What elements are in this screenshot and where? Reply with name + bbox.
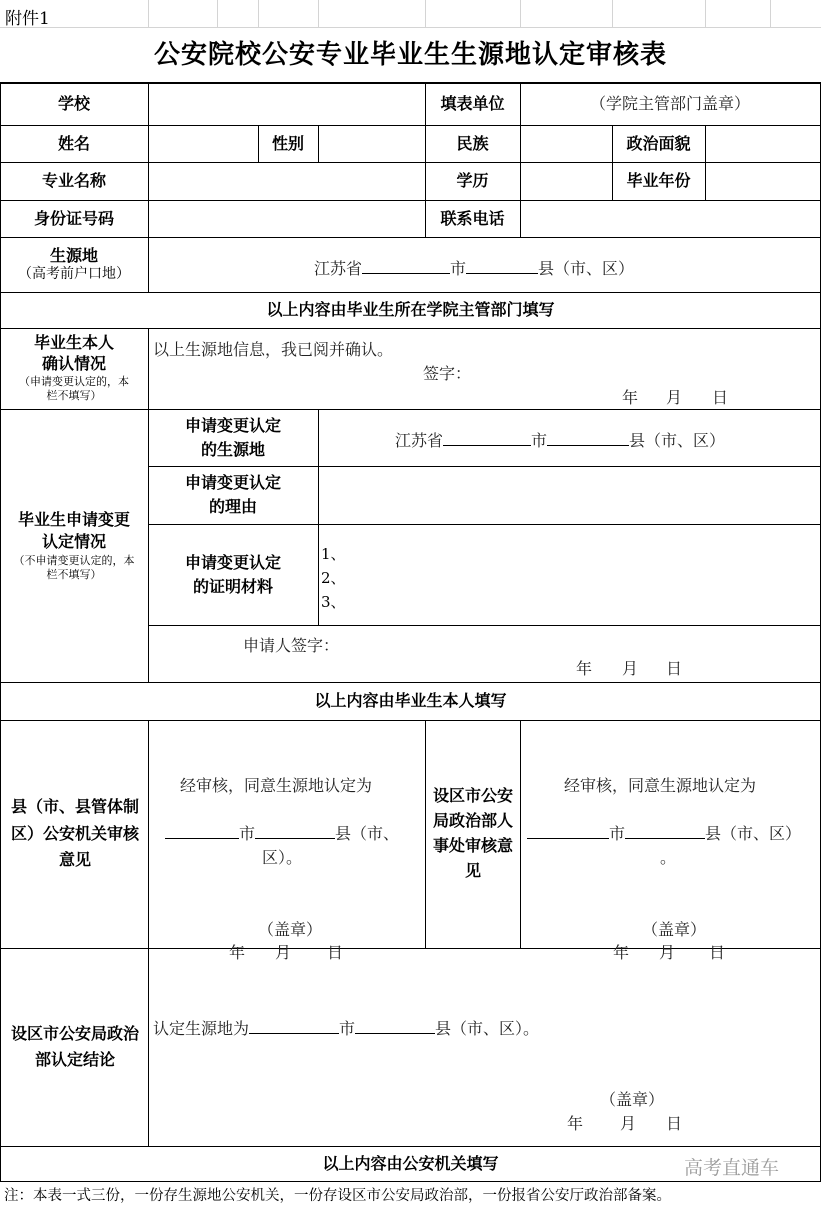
change-origin-label-2: 的生源地 <box>200 439 265 459</box>
county-review-agree: 经审核，同意生源地认定为 <box>180 776 373 795</box>
county-review-label: 县（市、县管体制区）公安机关审核意见 <box>10 797 139 870</box>
city-review-city: 市 <box>609 824 626 843</box>
confirm-day: 日 <box>712 388 729 407</box>
conclusion-text: 认定生源地为 <box>153 1019 250 1038</box>
change-origin-label <box>148 409 318 466</box>
city-review-period: 。 <box>660 848 677 867</box>
county-review-date <box>149 936 424 962</box>
change-proof-label-2: 的证明材料 <box>192 576 273 596</box>
id-number-label: 身份证号码 <box>33 208 114 228</box>
confirm-note: （申请变更认定的，本栏不填写） <box>19 375 129 403</box>
attachment-label: 附件1 <box>5 9 50 29</box>
phone-label: 联系电话 <box>440 208 505 228</box>
county-review-county: 县（市、 <box>335 824 400 843</box>
county-blank[interactable] <box>466 258 538 274</box>
education-value[interactable] <box>520 162 612 200</box>
filling-unit-label: 填表单位 <box>440 93 505 113</box>
county-review-day: 日 <box>327 943 344 962</box>
political-status-value[interactable] <box>705 125 820 162</box>
city-label: 市 <box>450 259 467 278</box>
conclusion-label: 设区市公安局政治部认定结论 <box>10 1023 139 1069</box>
county-review-seal: （盖章） <box>258 920 323 939</box>
county-review-line <box>165 821 399 844</box>
confirm-title-2: 确认情况 <box>41 354 106 374</box>
city-review-city-blank[interactable] <box>527 823 609 839</box>
major-label: 专业名称 <box>41 171 106 191</box>
major-value[interactable] <box>148 162 425 200</box>
change-origin-label-1: 申请变更认定 <box>184 415 281 435</box>
origin-label <box>0 237 148 292</box>
name-value[interactable] <box>148 125 258 162</box>
section2-note: 以上内容由毕业生本人填写 <box>314 691 507 711</box>
confirm-month: 月 <box>666 388 683 407</box>
section3-note: 以上内容由公安机关填写 <box>322 1153 499 1173</box>
city-review-line <box>527 821 801 844</box>
city-review-agree: 经审核，同意生源地认定为 <box>564 776 757 795</box>
grad-year-value[interactable] <box>705 162 820 200</box>
confirm-year: 年 <box>622 388 639 407</box>
conclusion-city: 市 <box>339 1019 356 1038</box>
id-number-value[interactable] <box>148 200 425 237</box>
change-label <box>0 409 148 682</box>
conclusion-line <box>153 1016 539 1039</box>
origin-title: 生源地 <box>49 245 98 265</box>
change-proof-label <box>148 524 318 625</box>
political-status-label: 政治面貌 <box>626 133 691 153</box>
applicant-year: 年 <box>576 659 593 678</box>
city-review-date <box>521 936 819 962</box>
change-city-blank[interactable] <box>443 430 531 446</box>
change-province: 江苏省 <box>395 431 444 450</box>
change-proof-label-1: 申请变更认定 <box>184 552 281 572</box>
grad-year-label: 毕业年份 <box>626 171 691 191</box>
county-review-year: 年 <box>229 943 246 962</box>
change-title-1: 毕业生申请变更 <box>17 509 130 529</box>
city-blank[interactable] <box>362 258 450 274</box>
conclusion-county: 县（市、区）。 <box>435 1019 540 1038</box>
change-note: （不申请变更认定的，本栏不填写） <box>13 553 135 581</box>
county-review-city: 市 <box>239 824 256 843</box>
conclusion-city-blank[interactable] <box>249 1018 339 1034</box>
county-review-district: 区）。 <box>262 848 303 867</box>
conclusion-county-blank[interactable] <box>355 1018 435 1034</box>
county-review-city-blank[interactable] <box>165 823 239 839</box>
ethnicity-label: 民族 <box>456 133 489 153</box>
applicant-day: 日 <box>666 659 683 678</box>
county-label: 县（市、区） <box>538 259 635 278</box>
conclusion-year: 年 <box>567 1114 584 1133</box>
change-reason-label-1: 申请变更认定 <box>184 473 281 492</box>
applicant-sign: 申请人签字： <box>243 636 340 655</box>
change-origin-address <box>395 428 725 451</box>
proof-item-1: 1、 <box>321 545 346 563</box>
conclusion-day: 日 <box>666 1114 683 1133</box>
watermark: 高考直通车 <box>684 1157 780 1179</box>
city-review-county: 县（市、区） <box>705 824 802 843</box>
education-label: 学历 <box>456 171 489 191</box>
city-review-county-blank[interactable] <box>625 823 705 839</box>
county-review-county-blank[interactable] <box>255 823 335 839</box>
gender-label: 性别 <box>271 133 304 153</box>
city-review-year: 年 <box>613 943 630 962</box>
city-review-day: 日 <box>709 943 726 962</box>
gender-value[interactable] <box>318 125 425 162</box>
name-label: 姓名 <box>57 133 90 153</box>
change-city: 市 <box>531 431 548 450</box>
proof-item-2: 2、 <box>321 569 346 587</box>
origin-address <box>314 256 634 279</box>
ethnicity-value[interactable] <box>520 125 612 162</box>
applicant-month: 月 <box>622 659 639 678</box>
city-review-label: 设区市公安局政治部人事处审核意见 <box>432 786 513 880</box>
change-county-blank[interactable] <box>547 430 629 446</box>
footnote: 注：本表一式三份，一份存生源地公安机关，一份存设区市公安局政治部，一份报省公安厅政治部备案。 <box>4 1188 671 1204</box>
county-review-month: 月 <box>275 943 292 962</box>
change-reason-label <box>148 466 318 524</box>
change-title-2: 认定情况 <box>41 532 106 552</box>
confirm-title-1: 毕业生本人 <box>33 333 114 353</box>
change-county: 县（市、区） <box>629 431 726 450</box>
origin-subtitle: （高考前户口地） <box>18 265 130 282</box>
conclusion-month: 月 <box>620 1114 637 1133</box>
school-label: 学校 <box>57 93 90 113</box>
conclusion-seal: （盖章） <box>600 1090 665 1109</box>
school-value[interactable] <box>148 82 425 125</box>
confirm-sign: 签字： <box>423 364 472 383</box>
confirm-text: 以上生源地信息，我已阅并确认。 <box>153 340 394 359</box>
proof-item-3: 3、 <box>321 593 346 611</box>
change-reason-label-2: 的理由 <box>208 497 257 516</box>
phone-value[interactable] <box>520 200 820 237</box>
province-label: 江苏省 <box>314 259 363 278</box>
change-reason-value[interactable] <box>318 466 820 524</box>
seal-note: （学院主管部门盖章） <box>589 93 750 113</box>
confirm-label <box>0 328 148 409</box>
city-review-seal: （盖章） <box>642 920 707 939</box>
form-title: 公安院校公安专业毕业生生源地认定审核表 <box>153 40 667 70</box>
city-review-month: 月 <box>659 943 676 962</box>
section1-note: 以上内容由毕业生所在学院主管部门填写 <box>266 300 555 320</box>
